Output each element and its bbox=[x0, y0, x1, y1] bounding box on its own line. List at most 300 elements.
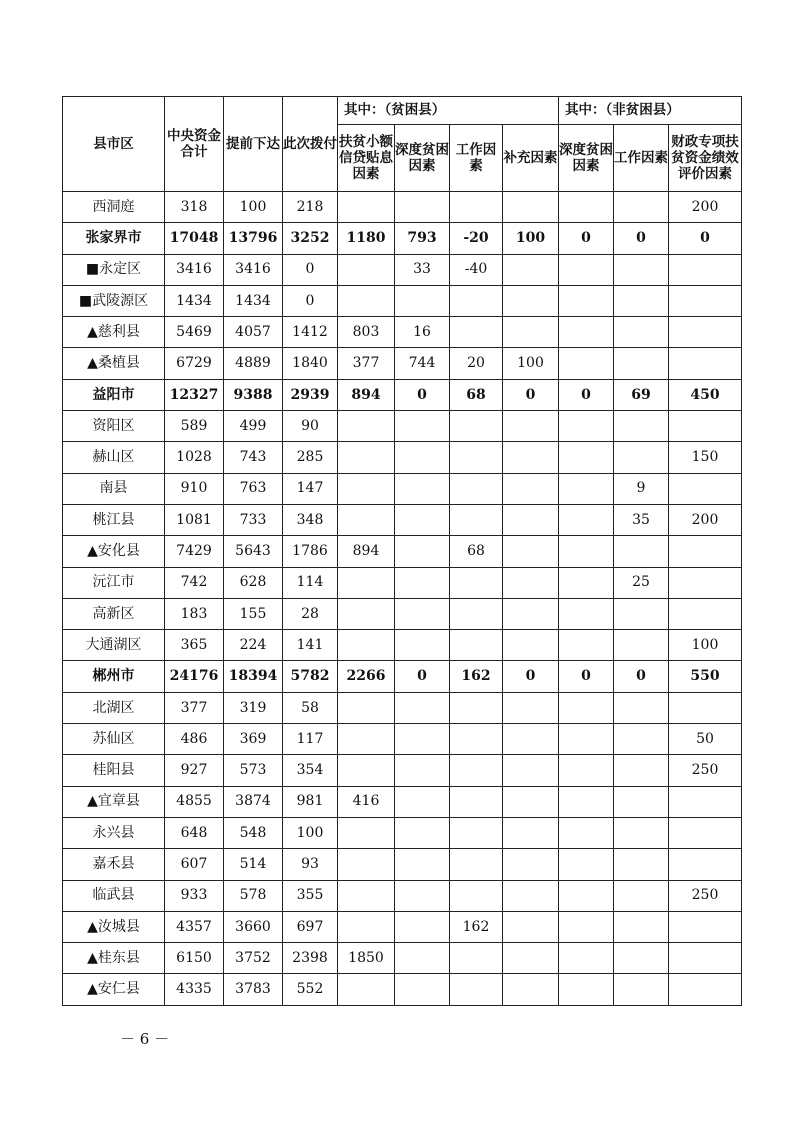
value-cell bbox=[503, 192, 559, 223]
value-cell bbox=[614, 880, 669, 911]
county-name-cell: 沅江市 bbox=[63, 567, 165, 598]
value-cell: 4057 bbox=[224, 317, 283, 348]
county-name-cell: 苏仙区 bbox=[63, 724, 165, 755]
value-cell bbox=[395, 598, 450, 629]
value-cell: 486 bbox=[165, 724, 224, 755]
value-cell: 141 bbox=[283, 630, 338, 661]
value-cell: 20 bbox=[450, 348, 503, 379]
value-cell: 573 bbox=[224, 755, 283, 786]
value-cell: 100 bbox=[503, 348, 559, 379]
value-cell bbox=[338, 567, 395, 598]
value-cell: 200 bbox=[669, 192, 742, 223]
value-cell bbox=[503, 630, 559, 661]
value-cell bbox=[338, 285, 395, 316]
header-advance: 提前下达 bbox=[224, 97, 283, 192]
value-cell: 648 bbox=[165, 817, 224, 848]
table-row bbox=[63, 379, 742, 410]
value-cell: 17048 bbox=[165, 223, 224, 254]
value-cell bbox=[669, 943, 742, 974]
value-cell: 2398 bbox=[283, 943, 338, 974]
value-cell: 25 bbox=[614, 567, 669, 598]
value-cell bbox=[338, 880, 395, 911]
value-cell bbox=[503, 442, 559, 473]
value-cell bbox=[338, 254, 395, 285]
county-name-cell: 西洞庭 bbox=[63, 192, 165, 223]
value-cell bbox=[395, 943, 450, 974]
value-cell bbox=[669, 817, 742, 848]
value-cell bbox=[450, 974, 503, 1005]
value-cell: 100 bbox=[224, 192, 283, 223]
value-cell: 0 bbox=[283, 254, 338, 285]
header-nonpoor-deep: 深度贫困因素 bbox=[559, 125, 614, 192]
county-name-cell: 永兴县 bbox=[63, 817, 165, 848]
value-cell bbox=[503, 692, 559, 723]
value-cell: 319 bbox=[224, 692, 283, 723]
value-cell: 318 bbox=[165, 192, 224, 223]
table-row bbox=[63, 661, 742, 692]
page-number: － 6 － bbox=[120, 1030, 170, 1048]
value-cell bbox=[559, 817, 614, 848]
value-cell: 4889 bbox=[224, 348, 283, 379]
table-row bbox=[63, 536, 742, 567]
value-cell: 68 bbox=[450, 379, 503, 410]
value-cell bbox=[669, 348, 742, 379]
value-cell bbox=[338, 411, 395, 442]
county-name-cell: 临武县 bbox=[63, 880, 165, 911]
value-cell: 224 bbox=[224, 630, 283, 661]
value-cell bbox=[614, 348, 669, 379]
value-cell bbox=[669, 411, 742, 442]
value-cell bbox=[503, 943, 559, 974]
county-name-cell: 张家界市 bbox=[63, 223, 165, 254]
value-cell: 3416 bbox=[224, 254, 283, 285]
value-cell: 348 bbox=[283, 504, 338, 535]
table-row bbox=[63, 849, 742, 880]
value-cell: 0 bbox=[395, 661, 450, 692]
value-cell bbox=[450, 817, 503, 848]
header-poor-deep: 深度贫困因素 bbox=[395, 125, 450, 192]
value-cell bbox=[614, 692, 669, 723]
value-cell: 68 bbox=[450, 536, 503, 567]
value-cell: 803 bbox=[338, 317, 395, 348]
value-cell bbox=[614, 536, 669, 567]
value-cell bbox=[503, 786, 559, 817]
value-cell bbox=[395, 411, 450, 442]
table-row bbox=[63, 317, 742, 348]
value-cell: 150 bbox=[669, 442, 742, 473]
table-row bbox=[63, 943, 742, 974]
header-poor-supplement: 补充因素 bbox=[503, 125, 559, 192]
value-cell: 16 bbox=[395, 317, 450, 348]
value-cell bbox=[559, 285, 614, 316]
value-cell bbox=[614, 317, 669, 348]
value-cell bbox=[559, 692, 614, 723]
value-cell bbox=[559, 911, 614, 942]
value-cell bbox=[559, 567, 614, 598]
table-row bbox=[63, 473, 742, 504]
value-cell: 0 bbox=[559, 379, 614, 410]
value-cell bbox=[669, 473, 742, 504]
table-row bbox=[63, 692, 742, 723]
value-cell bbox=[338, 911, 395, 942]
value-cell: 0 bbox=[669, 223, 742, 254]
value-cell: 5782 bbox=[283, 661, 338, 692]
value-cell bbox=[450, 473, 503, 504]
value-cell bbox=[395, 192, 450, 223]
value-cell bbox=[503, 504, 559, 535]
value-cell bbox=[338, 473, 395, 504]
value-cell: 12327 bbox=[165, 379, 224, 410]
value-cell bbox=[503, 411, 559, 442]
value-cell: 4335 bbox=[165, 974, 224, 1005]
value-cell bbox=[559, 724, 614, 755]
value-cell bbox=[503, 536, 559, 567]
value-cell: 450 bbox=[669, 379, 742, 410]
table-row bbox=[63, 817, 742, 848]
value-cell: 117 bbox=[283, 724, 338, 755]
county-name-cell: ▲宜章县 bbox=[63, 786, 165, 817]
value-cell: 250 bbox=[669, 880, 742, 911]
table-row bbox=[63, 442, 742, 473]
table-row bbox=[63, 504, 742, 535]
value-cell bbox=[450, 880, 503, 911]
value-cell bbox=[503, 755, 559, 786]
value-cell bbox=[395, 817, 450, 848]
header-poor-work: 工作因素 bbox=[450, 125, 503, 192]
value-cell bbox=[450, 724, 503, 755]
table-row bbox=[63, 223, 742, 254]
value-cell bbox=[559, 442, 614, 473]
county-name-cell: 南县 bbox=[63, 473, 165, 504]
value-cell bbox=[614, 598, 669, 629]
value-cell bbox=[338, 724, 395, 755]
county-name-cell: 益阳市 bbox=[63, 379, 165, 410]
value-cell: 7429 bbox=[165, 536, 224, 567]
value-cell bbox=[395, 755, 450, 786]
value-cell bbox=[450, 755, 503, 786]
value-cell bbox=[450, 849, 503, 880]
header-county: 县市区 bbox=[63, 97, 165, 192]
value-cell bbox=[395, 442, 450, 473]
value-cell: 183 bbox=[165, 598, 224, 629]
value-cell: 18394 bbox=[224, 661, 283, 692]
value-cell bbox=[614, 192, 669, 223]
value-cell bbox=[338, 755, 395, 786]
value-cell bbox=[395, 536, 450, 567]
value-cell: 578 bbox=[224, 880, 283, 911]
value-cell: 1434 bbox=[165, 285, 224, 316]
value-cell bbox=[450, 630, 503, 661]
county-name-cell: ▲桂东县 bbox=[63, 943, 165, 974]
allocation-table bbox=[62, 96, 742, 1006]
value-cell: 743 bbox=[224, 442, 283, 473]
value-cell bbox=[395, 285, 450, 316]
value-cell bbox=[614, 411, 669, 442]
value-cell: 697 bbox=[283, 911, 338, 942]
value-cell: 927 bbox=[165, 755, 224, 786]
value-cell bbox=[503, 724, 559, 755]
county-name-cell: ▲安化县 bbox=[63, 536, 165, 567]
county-name-cell: 郴州市 bbox=[63, 661, 165, 692]
value-cell: 100 bbox=[283, 817, 338, 848]
value-cell: 0 bbox=[614, 661, 669, 692]
value-cell bbox=[338, 849, 395, 880]
county-name-cell: 桃江县 bbox=[63, 504, 165, 535]
value-cell: 58 bbox=[283, 692, 338, 723]
county-name-cell: 北湖区 bbox=[63, 692, 165, 723]
value-cell: 1840 bbox=[283, 348, 338, 379]
value-cell bbox=[450, 786, 503, 817]
value-cell bbox=[669, 567, 742, 598]
value-cell: 548 bbox=[224, 817, 283, 848]
value-cell: 2939 bbox=[283, 379, 338, 410]
value-cell: 35 bbox=[614, 504, 669, 535]
value-cell: 552 bbox=[283, 974, 338, 1005]
table-row bbox=[63, 786, 742, 817]
value-cell: 6150 bbox=[165, 943, 224, 974]
value-cell: 5469 bbox=[165, 317, 224, 348]
table-row bbox=[63, 630, 742, 661]
value-cell bbox=[503, 567, 559, 598]
value-cell: 377 bbox=[338, 348, 395, 379]
value-cell bbox=[450, 192, 503, 223]
county-name-cell: ■武陵源区 bbox=[63, 285, 165, 316]
value-cell bbox=[450, 285, 503, 316]
header-nonpoor-performance: 财政专项扶贫资金绩效评价因素 bbox=[669, 125, 742, 192]
value-cell bbox=[559, 348, 614, 379]
value-cell bbox=[450, 692, 503, 723]
value-cell: 0 bbox=[395, 379, 450, 410]
county-name-cell: ■永定区 bbox=[63, 254, 165, 285]
value-cell: 607 bbox=[165, 849, 224, 880]
value-cell bbox=[614, 911, 669, 942]
value-cell: 155 bbox=[224, 598, 283, 629]
value-cell bbox=[395, 630, 450, 661]
table-row bbox=[63, 911, 742, 942]
value-cell: 100 bbox=[503, 223, 559, 254]
value-cell bbox=[559, 473, 614, 504]
value-cell bbox=[559, 849, 614, 880]
value-cell: 4357 bbox=[165, 911, 224, 942]
value-cell: 3752 bbox=[224, 943, 283, 974]
value-cell: 1180 bbox=[338, 223, 395, 254]
county-name-cell: 赫山区 bbox=[63, 442, 165, 473]
value-cell bbox=[395, 974, 450, 1005]
value-cell bbox=[559, 254, 614, 285]
value-cell bbox=[450, 411, 503, 442]
value-cell: 0 bbox=[559, 661, 614, 692]
value-cell bbox=[395, 692, 450, 723]
value-cell: 1850 bbox=[338, 943, 395, 974]
value-cell bbox=[450, 598, 503, 629]
county-name-cell: 高新区 bbox=[63, 598, 165, 629]
value-cell: 355 bbox=[283, 880, 338, 911]
value-cell bbox=[559, 504, 614, 535]
value-cell bbox=[338, 692, 395, 723]
value-cell bbox=[559, 974, 614, 1005]
value-cell: 742 bbox=[165, 567, 224, 598]
value-cell: 6729 bbox=[165, 348, 224, 379]
header-group-nonpoor: 其中：（非贫困县） bbox=[559, 97, 742, 125]
value-cell bbox=[669, 254, 742, 285]
table-row bbox=[63, 348, 742, 379]
value-cell: 3874 bbox=[224, 786, 283, 817]
value-cell: 354 bbox=[283, 755, 338, 786]
value-cell: 200 bbox=[669, 504, 742, 535]
county-name-cell: 嘉禾县 bbox=[63, 849, 165, 880]
value-cell bbox=[503, 317, 559, 348]
value-cell: 499 bbox=[224, 411, 283, 442]
value-cell: 3252 bbox=[283, 223, 338, 254]
value-cell: 416 bbox=[338, 786, 395, 817]
table-row bbox=[63, 755, 742, 786]
value-cell bbox=[559, 317, 614, 348]
value-cell bbox=[395, 504, 450, 535]
value-cell: 13796 bbox=[224, 223, 283, 254]
value-cell bbox=[338, 630, 395, 661]
county-name-cell: 资阳区 bbox=[63, 411, 165, 442]
value-cell bbox=[450, 504, 503, 535]
value-cell: 550 bbox=[669, 661, 742, 692]
county-name-cell: ▲安仁县 bbox=[63, 974, 165, 1005]
county-name-cell: 大通湖区 bbox=[63, 630, 165, 661]
value-cell bbox=[614, 755, 669, 786]
value-cell: 369 bbox=[224, 724, 283, 755]
value-cell bbox=[559, 880, 614, 911]
value-cell bbox=[669, 786, 742, 817]
value-cell bbox=[503, 285, 559, 316]
value-cell bbox=[669, 317, 742, 348]
value-cell bbox=[559, 411, 614, 442]
value-cell bbox=[395, 724, 450, 755]
value-cell bbox=[614, 724, 669, 755]
value-cell: 0 bbox=[614, 223, 669, 254]
value-cell bbox=[338, 192, 395, 223]
value-cell bbox=[614, 849, 669, 880]
value-cell bbox=[669, 285, 742, 316]
value-cell bbox=[450, 317, 503, 348]
table-row bbox=[63, 974, 742, 1005]
value-cell bbox=[559, 598, 614, 629]
value-cell: 793 bbox=[395, 223, 450, 254]
county-name-cell: ▲汝城县 bbox=[63, 911, 165, 942]
value-cell: 4855 bbox=[165, 786, 224, 817]
value-cell: 0 bbox=[503, 379, 559, 410]
value-cell bbox=[395, 911, 450, 942]
county-name-cell: 桂阳县 bbox=[63, 755, 165, 786]
value-cell bbox=[503, 974, 559, 1005]
table-row bbox=[63, 567, 742, 598]
value-cell: 90 bbox=[283, 411, 338, 442]
value-cell bbox=[614, 786, 669, 817]
value-cell bbox=[669, 536, 742, 567]
value-cell: -40 bbox=[450, 254, 503, 285]
value-cell: 377 bbox=[165, 692, 224, 723]
value-cell bbox=[503, 473, 559, 504]
value-cell bbox=[395, 880, 450, 911]
value-cell bbox=[338, 442, 395, 473]
table-row bbox=[63, 285, 742, 316]
value-cell bbox=[614, 285, 669, 316]
table-row bbox=[63, 880, 742, 911]
value-cell bbox=[503, 849, 559, 880]
value-cell bbox=[559, 536, 614, 567]
value-cell: 114 bbox=[283, 567, 338, 598]
value-cell: 894 bbox=[338, 536, 395, 567]
value-cell: 5643 bbox=[224, 536, 283, 567]
value-cell bbox=[669, 911, 742, 942]
header-central-total: 中央资金合计 bbox=[165, 97, 224, 192]
value-cell bbox=[338, 598, 395, 629]
value-cell bbox=[450, 943, 503, 974]
value-cell: 3783 bbox=[224, 974, 283, 1005]
value-cell: 589 bbox=[165, 411, 224, 442]
value-cell: 100 bbox=[669, 630, 742, 661]
value-cell: 285 bbox=[283, 442, 338, 473]
value-cell: 9388 bbox=[224, 379, 283, 410]
header-poor-loan: 扶贫小额信贷贴息因素 bbox=[338, 125, 395, 192]
value-cell: 162 bbox=[450, 661, 503, 692]
value-cell bbox=[338, 504, 395, 535]
value-cell bbox=[614, 630, 669, 661]
value-cell bbox=[503, 911, 559, 942]
county-name-cell: ▲慈利县 bbox=[63, 317, 165, 348]
value-cell bbox=[338, 974, 395, 1005]
value-cell: 733 bbox=[224, 504, 283, 535]
value-cell: 365 bbox=[165, 630, 224, 661]
value-cell: 0 bbox=[503, 661, 559, 692]
value-cell bbox=[669, 692, 742, 723]
value-cell: 162 bbox=[450, 911, 503, 942]
value-cell bbox=[503, 817, 559, 848]
header-group-poor: 其中：（贫困县） bbox=[338, 97, 559, 125]
value-cell bbox=[669, 598, 742, 629]
table-row bbox=[63, 254, 742, 285]
value-cell: 1434 bbox=[224, 285, 283, 316]
value-cell: 3416 bbox=[165, 254, 224, 285]
value-cell: 28 bbox=[283, 598, 338, 629]
value-cell: 33 bbox=[395, 254, 450, 285]
value-cell: 1786 bbox=[283, 536, 338, 567]
table-row bbox=[63, 411, 742, 442]
value-cell: 894 bbox=[338, 379, 395, 410]
value-cell: 514 bbox=[224, 849, 283, 880]
value-cell bbox=[559, 192, 614, 223]
value-cell: 1081 bbox=[165, 504, 224, 535]
value-cell: 0 bbox=[559, 223, 614, 254]
value-cell bbox=[450, 567, 503, 598]
value-cell: 981 bbox=[283, 786, 338, 817]
value-cell bbox=[503, 598, 559, 629]
value-cell: 2266 bbox=[338, 661, 395, 692]
value-cell: 910 bbox=[165, 473, 224, 504]
value-cell: 3660 bbox=[224, 911, 283, 942]
value-cell: 218 bbox=[283, 192, 338, 223]
value-cell bbox=[614, 817, 669, 848]
value-cell bbox=[559, 786, 614, 817]
value-cell bbox=[450, 442, 503, 473]
value-cell bbox=[395, 786, 450, 817]
value-cell bbox=[395, 567, 450, 598]
value-cell bbox=[503, 880, 559, 911]
table-row bbox=[63, 598, 742, 629]
value-cell: 1028 bbox=[165, 442, 224, 473]
value-cell bbox=[614, 254, 669, 285]
value-cell bbox=[338, 817, 395, 848]
value-cell: 250 bbox=[669, 755, 742, 786]
header-this-time: 此次拨付 bbox=[283, 97, 338, 192]
value-cell: 0 bbox=[283, 285, 338, 316]
